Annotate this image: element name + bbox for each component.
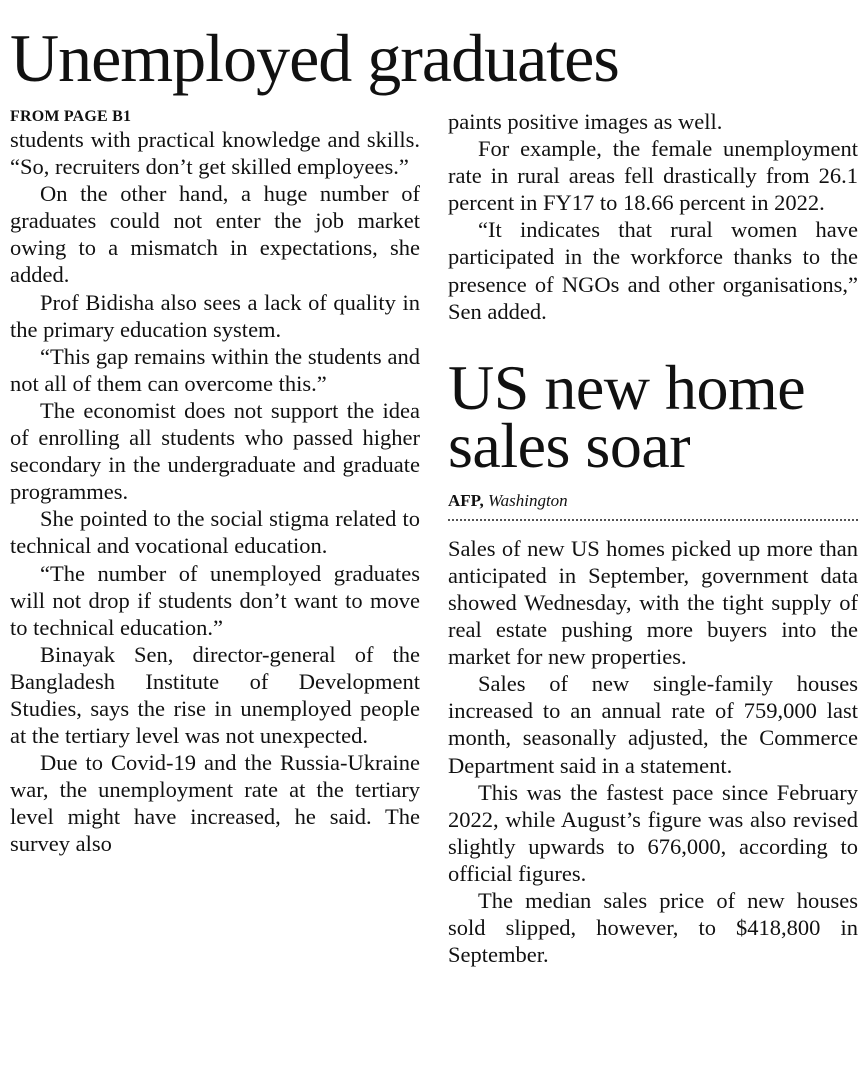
- article-paragraph: She pointed to the social stigma related to technical and vocational education.: [10, 506, 420, 559]
- left-column: [10, 108, 420, 858]
- article-paragraph: Sales of new single-family houses increased to an annual rate of 759,000 last month, seasonally adjusted, the Commerce Department said in a statement.: [448, 671, 858, 778]
- second-headline-line-2: sales soar: [448, 409, 691, 481]
- article-paragraph: “It indicates that rural women have participated in the workforce thanks to the presence of NGOs and other organisations,” Sen added.: [448, 217, 858, 324]
- article-paragraph: Sales of new US homes picked up more than anticipated in September, government data showed Wednesday, with the tight supply of real estate pushing more buyers into the market for new properties.: [448, 535, 858, 670]
- article-paragraph: The median sales price of new houses sold slipped, however, to $418,800 in September.: [448, 887, 858, 968]
- main-headline: Unemployed graduates: [10, 20, 619, 96]
- byline-agency: AFP,: [448, 490, 484, 510]
- byline-place: Washington: [488, 490, 568, 510]
- article-paragraph: On the other hand, a huge number of graduates could not enter the job market owing to a mismatch in expectations, she added.: [10, 181, 420, 288]
- article-paragraph: The economist does not support the idea of enrolling all students who passed higher secondary in the undergraduate and graduate programmes.: [10, 397, 420, 505]
- article-paragraph: Due to Covid-19 and the Russia-Ukraine war, the unemployment rate at the tertiary level might have increased, he said. The survey also: [10, 750, 420, 857]
- second-headline-line-1: US new home: [448, 351, 806, 423]
- second-article-header: [448, 351, 858, 481]
- article-paragraph: students with practical knowledge and skills. “So, recruiters don’t get skilled employees.”: [10, 127, 420, 180]
- dotted-divider: [448, 519, 858, 521]
- article-paragraph: Prof Bidisha also sees a lack of quality in the primary education system.: [10, 289, 420, 342]
- from-page-label: FROM PAGE B1: [10, 108, 132, 125]
- second-article-byline: [448, 491, 858, 511]
- right-column: [448, 108, 858, 968]
- article-paragraph: Binayak Sen, director-general of the Bangladesh Institute of Development Studies, says the rise in unemployed people at the tertiary level was not unexpected.: [10, 641, 420, 749]
- article-paragraph: “This gap remains within the students and not all of them can overcome this.”: [10, 343, 420, 396]
- article-paragraph: “The number of unemployed graduates will not drop if students don’t want to move to technical education.”: [10, 560, 420, 640]
- article-paragraph: This was the fastest pace since February 2022, while August’s figure was also revised slightly upwards to 676,000, according to official figures.: [448, 779, 858, 886]
- article-paragraph: For example, the female unemployment rate in rural areas fell drastically from 26.1 percent in FY17 to 18.66 percent in 2022.: [448, 136, 858, 216]
- article-paragraph-continued: paints positive images as well.: [448, 109, 723, 134]
